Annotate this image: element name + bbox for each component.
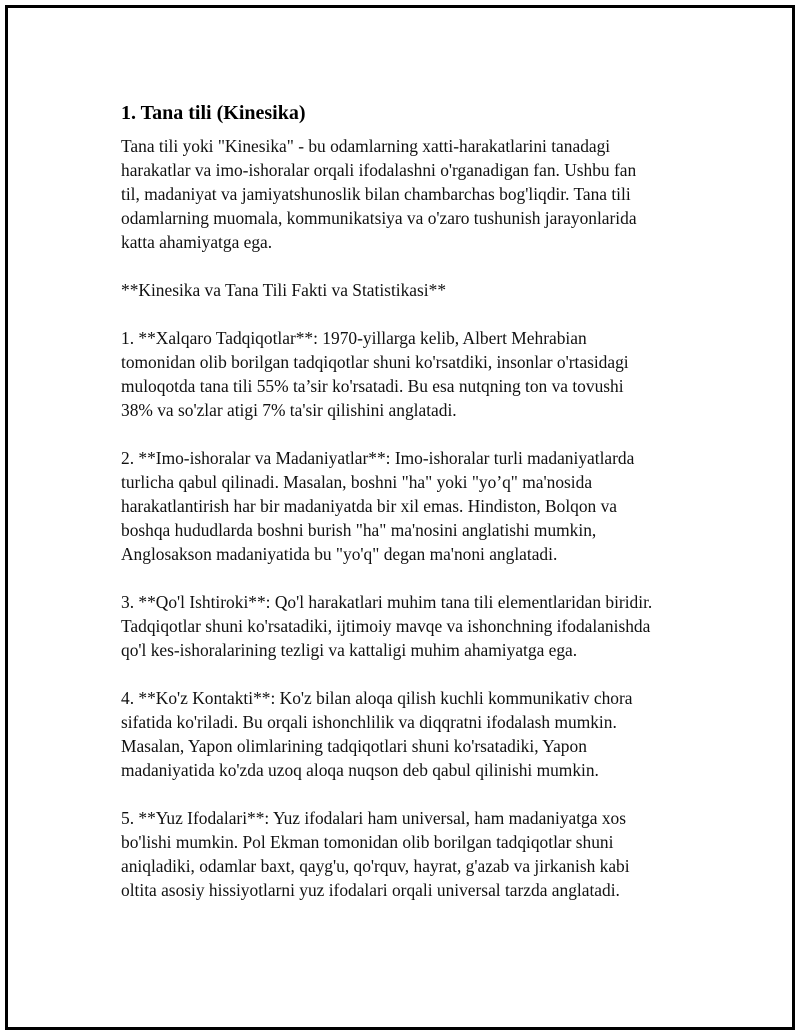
text-line: bo'lishi mumkin. Pol Ekman tomonidan olib borilgan tadqiqotlar shuni xyxy=(121,832,614,852)
text-line: sifatida ko'riladi. Bu orqali ishonchlilik va diqqratni ifodalash mumkin. xyxy=(121,712,617,732)
text-line: qo'l kes-ishoralarining tezligi va kattaligi muhim ahamiyatga ega. xyxy=(121,640,578,660)
document-title: 1. Tana tili (Kinesika) xyxy=(121,102,306,124)
text-line: boshqa hududlarda boshni burish "ha" ma'nosini anglatishi mumkin, xyxy=(121,520,597,540)
text-line: harakatlar va imo-ishoralar orqali ifodalashni o'rganadigan fan. Ushbu fan xyxy=(121,160,637,180)
paragraph-item-1 xyxy=(121,326,681,422)
paragraph-item-2 xyxy=(121,446,681,566)
text-line: 1. **Xalqaro Tadqiqotlar**: 1970-yillarga kelib, Albert Mehrabian xyxy=(121,328,587,348)
text-line: Masalan, Yapon olimlarining tadqiqotlari shuni ko'rsatadiki, Yapon xyxy=(121,736,587,756)
text-line: 5. **Yuz Ifodalari**: Yuz ifodalari ham universal, ham madaniyatga xos xyxy=(121,808,626,828)
text-line: **Kinesika va Tana Tili Fakti va Statistikasi** xyxy=(121,280,447,300)
text-line: 4. **Ko'z Kontakti**: Ko'z bilan aloqa qilish kuchli kommunikativ chora xyxy=(121,688,633,708)
text-line: turlicha qabul qilinadi. Masalan, boshni "ha" yoki "yo’q" ma'nosida xyxy=(121,472,593,492)
text-line: Anglosakson madaniyatida bu "yo'q" degan ma'noni anglatadi. xyxy=(121,544,558,564)
text-line: aniqladiki, odamlar baxt, qayg'u, qo'rquv, hayrat, g'azab va jirkanish kabi xyxy=(121,856,630,876)
document-body xyxy=(121,100,681,926)
text-line: tomonidan olib borilgan tadqiqotlar shuni ko'rsatdiki, insonlar o'rtasidagi xyxy=(121,352,629,372)
section-subheading xyxy=(121,278,681,302)
text-line: muloqotda tana tili 55% ta’sir ko'rsatadi. Bu esa nutqning ton va tovushi xyxy=(121,376,624,396)
text-line: Tadqiqotlar shuni ko'rsatadiki, ijtimoiy mavqe va ishonchning ifodalanishda xyxy=(121,616,651,636)
paragraph-item-3 xyxy=(121,590,681,662)
text-line: Tana tili yoki "Kinesika" - bu odamlarning xatti-harakatlarini tanadagi xyxy=(121,136,611,156)
text-line: 3. **Qo'l Ishtiroki**: Qo'l harakatlari muhim tana tili elementlaridan biridir. xyxy=(121,592,653,612)
text-line: harakatlantirish har bir madaniyatda bir xil emas. Hindiston, Bolqon va xyxy=(121,496,617,516)
text-line: oltita asosiy hissiyotlarni yuz ifodalari orqali universal tarzda anglatadi. xyxy=(121,880,620,900)
text-line: odamlarning muomala, kommunikatsiya va o'zaro tushunish jarayonlarida xyxy=(121,208,637,228)
text-line: 38% va so'zlar atigi 7% ta'sir qilishini anglatadi. xyxy=(121,400,457,420)
paragraph-intro xyxy=(121,134,681,254)
paragraph-item-5 xyxy=(121,806,681,902)
page-frame xyxy=(5,5,795,1030)
paragraph-item-4 xyxy=(121,686,681,782)
text-line: 2. **Imo-ishoralar va Madaniyatlar**: Imo-ishoralar turli madaniyatlarda xyxy=(121,448,635,468)
text-line: katta ahamiyatga ega. xyxy=(121,232,273,252)
text-line: madaniyatida ko'zda uzoq aloqa nuqson deb qabul qilinishi mumkin. xyxy=(121,760,599,780)
text-line: til, madaniyat va jamiyatshunoslik bilan chambarchas bog'liqdir. Tana tili xyxy=(121,184,631,204)
